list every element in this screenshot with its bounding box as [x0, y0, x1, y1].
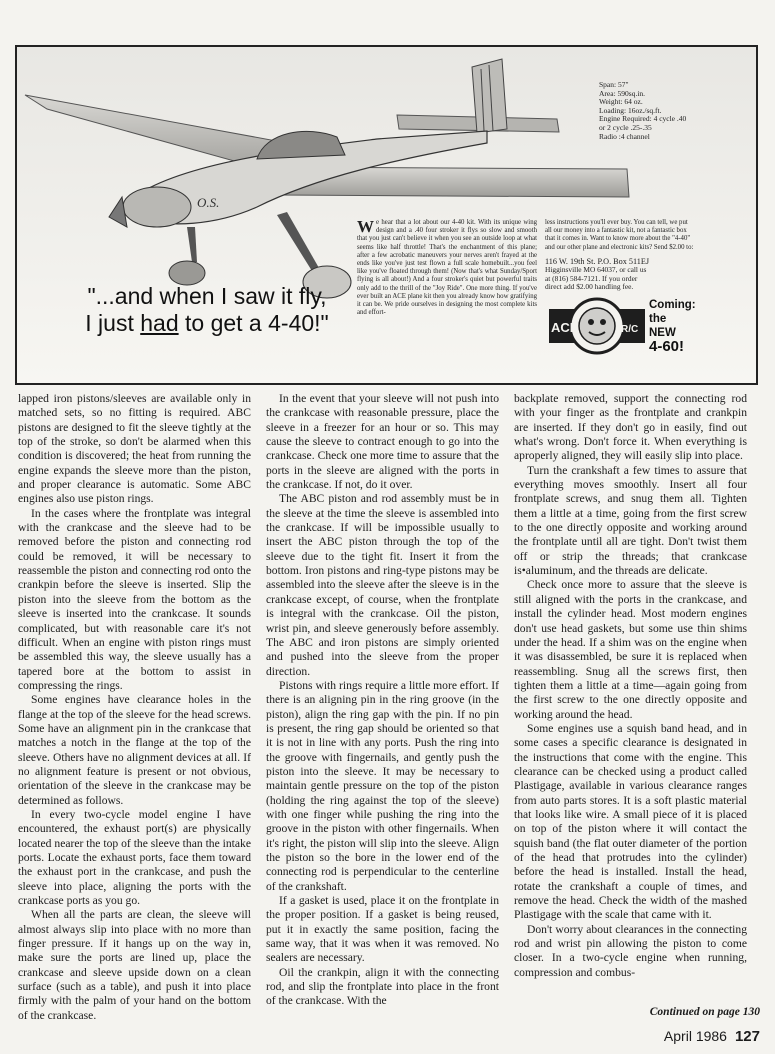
address-line-4: direct add $2.00 handling fee. [545, 282, 634, 292]
ad-copy-column-1 [357, 219, 537, 317]
quote-line-2-start: I just [85, 310, 141, 336]
article-body [18, 392, 760, 1027]
paragraph: Pistons with rings require a little more effort. If there is an aligning pin in the ring groove (in the piston), align the ring gap with the pin. If no pin is present, the ring gap should be oriented so that it is not in line with any ports. Push the ring into the groove with fingernails, and gently push the piston into the sleeve. It may be necessary to maintain gentle pressure on the top of the piston (holding the ring against the top of the sleeve) with one finger while pushing the ring into the groove in the piston with other fingernails. When it's right, the piston will slip into the sleeve. Align the piston so the bore in the lower end of the connecting rod is perpendicular to the centerline of the crankshaft. [266, 678, 499, 893]
paragraph: lapped iron pistons/sleeves are available only in matched sets, so no fitting is required. ABC pistons are designed to fit the sleeve tightly at the top of the stroke, so don't be alarmed when this condition is discovered; the heat from running the engine expands the sleeve more than the piston, and proper clearance is automatic. Some ABC engines also use piston rings. [18, 392, 251, 506]
address-line-2: Higginsville MO 64037, or call us [545, 265, 647, 275]
quote-line-1: "...and when I saw it fly, [87, 283, 327, 309]
coming-line-1: Coming: [649, 299, 696, 311]
paragraph: In the event that your sleeve will not push into the crankcase with reasonable pressure, place the sleeve in a freezer for an hour or so. This may cause the sleeve to contract enough to go into the crankcase. Check one more time to assure that the ports in the sleeve are aligned with the ports in the crankcase. If not, do it over. [266, 392, 499, 492]
article-column-1 [18, 392, 251, 1027]
coming-line-2: the [649, 313, 667, 325]
quote-emphasis: had [140, 310, 179, 336]
paragraph: When all the parts are clean, the sleeve will almost always slip into place with no more than finger pressure. If it hangs up on the way in, make sure the ports are lined up, place the crankcase and sleeve upside down on a clean surface (such as a table), and push it into place firmly with the palm of your hand on the bottom of the crankcase. [18, 908, 251, 1022]
paragraph: In the cases where the frontplate was integral with the crankcase and the sleeve had to be removed before the piston and connecting rod could be removed, it will be necessary to reassemble the piston and connecting rod onto the crankpin before the sleeve is inserted. Slip the piston into the sleeve from the bottom as the sleeve is inserted into the crankcase. It sounds complicated, but with reasonable care it's not difficult. When an engine with piston rings must be assembled this way, the sleeve usually has a tapered bore at the bottom to assist in compressing the rings. [18, 506, 251, 692]
ad-copy-text-1: e hear that a lot about our 4-40 kit. With its unique wing design and a .40 four stroker it flys so slow and smooth that you just can't believe it when you see an outside loop at what seems like half throttle! That's the enchantment of this plane; after a few acrobatic maneuvers your nerves aren't frayed at the ends like you've just test flown a full scale homebuilt...you feel like you've floated through them! (Now that's what Sunday/Sport flying is all about!) And a four stroker's quiet but powerful traits only add to the thrill of the "Joy Ride". One more thing. If you've ever built an ACE plane kit then you already know how gratifying it can be. We pride ourselves in designing the most complete kits and effort- [357, 219, 537, 317]
quote-line-2 [47, 310, 367, 337]
paragraph: The ABC piston and rod assembly must be in the sleeve at the time the sleeve is assembled into the crankcase. If will be impossible usually to insert the ABC piston through the top of the sleeve due to the tight fit. Insert it from the bottom. Iron pistons and ring-type pistons may be assembled into the sleeve after the sleeve is in the crankcase except, of course, when the frontplate is integral with the crankcase. Oil the piston, wrist pin, and sleeve generously before assembly. The ABC and iron pistons are simply oriented and pushed into the sleeve from the proper direction. [266, 492, 499, 678]
paragraph: Don't worry about clearances in the connecting rod and wrist pin allowing the piston to come closer. In a two-cycle engine when running, compression and combus- [514, 922, 747, 979]
article-column-2 [266, 392, 499, 1027]
spec-list [599, 81, 749, 141]
issue-date: April 1986 [663, 1028, 727, 1044]
spec-loading: Loading: 16oz./sq.ft. [599, 105, 662, 115]
paragraph: In every two-cycle model engine I have encountered, the exhaust port(s) are physically located nearer the top of the sleeve than the intake ports. Locate the exhaust ports, face them toward the exhaust port in the crankcase, and push the sleeve into place, aligning the ports with the crankcase ports as you go. [18, 807, 251, 908]
advertisement [15, 45, 758, 385]
coming-soon-note [649, 298, 749, 354]
coming-line-4: 4-60! [649, 338, 685, 355]
paragraph: If a gasket is used, place it on the frontplate in the proper position. If a gasket is being reused, put it in exactly the same position, facing the same way, that it was when it was removed. No sealers are necessary. [266, 894, 499, 965]
spec-weight: Weight: 64 oz. [599, 97, 643, 107]
article-column-3 [514, 392, 747, 1027]
logo-rc-text: R/C [621, 324, 639, 335]
quote-line-2-end: to get a 4-40!" [178, 310, 329, 336]
paragraph: Check once more to assure that the sleeve is still aligned with the ports in the crankcase, and install the cylinder head. Most modern engines don't use head gaskets, but some use thin shims under the head. If a shim was on the engine when it was disassembled, be sure it is replaced when reassembling. Snug all the screws first, then tighten them a little at a time—again going from the first screw to the one directly opposite and working around the head. [514, 578, 747, 721]
coming-line-3: NEW [649, 327, 676, 339]
paragraph: backplate removed, support the connecting rod with your finger as the frontplate and crankpin are inserted. If they don't go in easily, find out what's wrong. Don't force it. When everything is aproperly aligned, they will easily slip into place. [514, 392, 747, 463]
logo-ace-text: ACE [551, 320, 579, 335]
cowl-lettering: O.S. [197, 195, 220, 210]
spec-span: Span: 57" [599, 80, 629, 89]
address-line-3: at (816) 584-7121. If you order [545, 273, 638, 283]
ad-headline-quote [47, 283, 367, 337]
spec-engine: Engine Required: 4 cycle .40 [599, 114, 687, 124]
paragraph: Turn the crankshaft a few times to assure that everything moves smoothly. Insert all four frontplate screws, and snug them all. Tighten them a little at a time, going from the first screw to the one directly opposite and working around the frontplate until all are tight. Don't twist them off or strip the threads; that crankcase is•aluminum, and the threads are delicate. [514, 463, 747, 578]
ace-rc-logo [547, 297, 647, 355]
paragraph: Some engines have clearance holes in the flange at the top of the sleeve for the head screws. Some have an alignment pin in the crankcase that matches a notch in the flange at the top of the sleeve. Others have no alignment devices at all. If no alignment feature is present or not obvious, orientation of the sleeve in the crankcase may be determined as follows. [18, 693, 251, 807]
continued-note: Continued on page 130 [649, 1006, 760, 1018]
ad-copy-column-2 [545, 219, 695, 291]
spec-engine-alt: or 2 cycle .25-.35 [599, 122, 652, 132]
page-footer [560, 1028, 760, 1045]
paragraph: Oil the crankpin, align it with the connecting rod, and slip the frontplate into place in the front of the crankcase. With the [266, 965, 499, 1008]
address-line-1: 116 W. 19th St. P.O. Box 511EJ [545, 256, 650, 266]
page-number: 127 [734, 1028, 760, 1045]
ad-copy-text-2: less instructions you'll ever buy. You can tell, we put all our money into a fantastic kit, not a fantastic box that it comes in. Want to know more about the "4-40" and our other plane and electronic kits? Send $2.00 to: [545, 219, 694, 251]
spec-radio: Radio :4 channel [599, 131, 650, 141]
drop-cap: W [357, 217, 374, 236]
spec-area: Area: 590sq.in. [599, 88, 646, 98]
paragraph: Some engines use a squish band head, and in some cases a specific clearance is designated in the instructions that come with the engine. This clearance can be checked using a product called Plastigage, available in various clearance ranges from auto parts stores. It is a soft plastic material that looks like wire. A small piece of it is placed on top of the piston where it will contact the squish band (the flat outer diameter of the portion of the head that protrudes into the cylinder) before the head is installed. Install the head, rotate the crankshaft a couple of times, and remove the head. Check the width of the mashed Plastigage with the scale that came with it. [514, 721, 747, 922]
address-block [545, 258, 695, 292]
